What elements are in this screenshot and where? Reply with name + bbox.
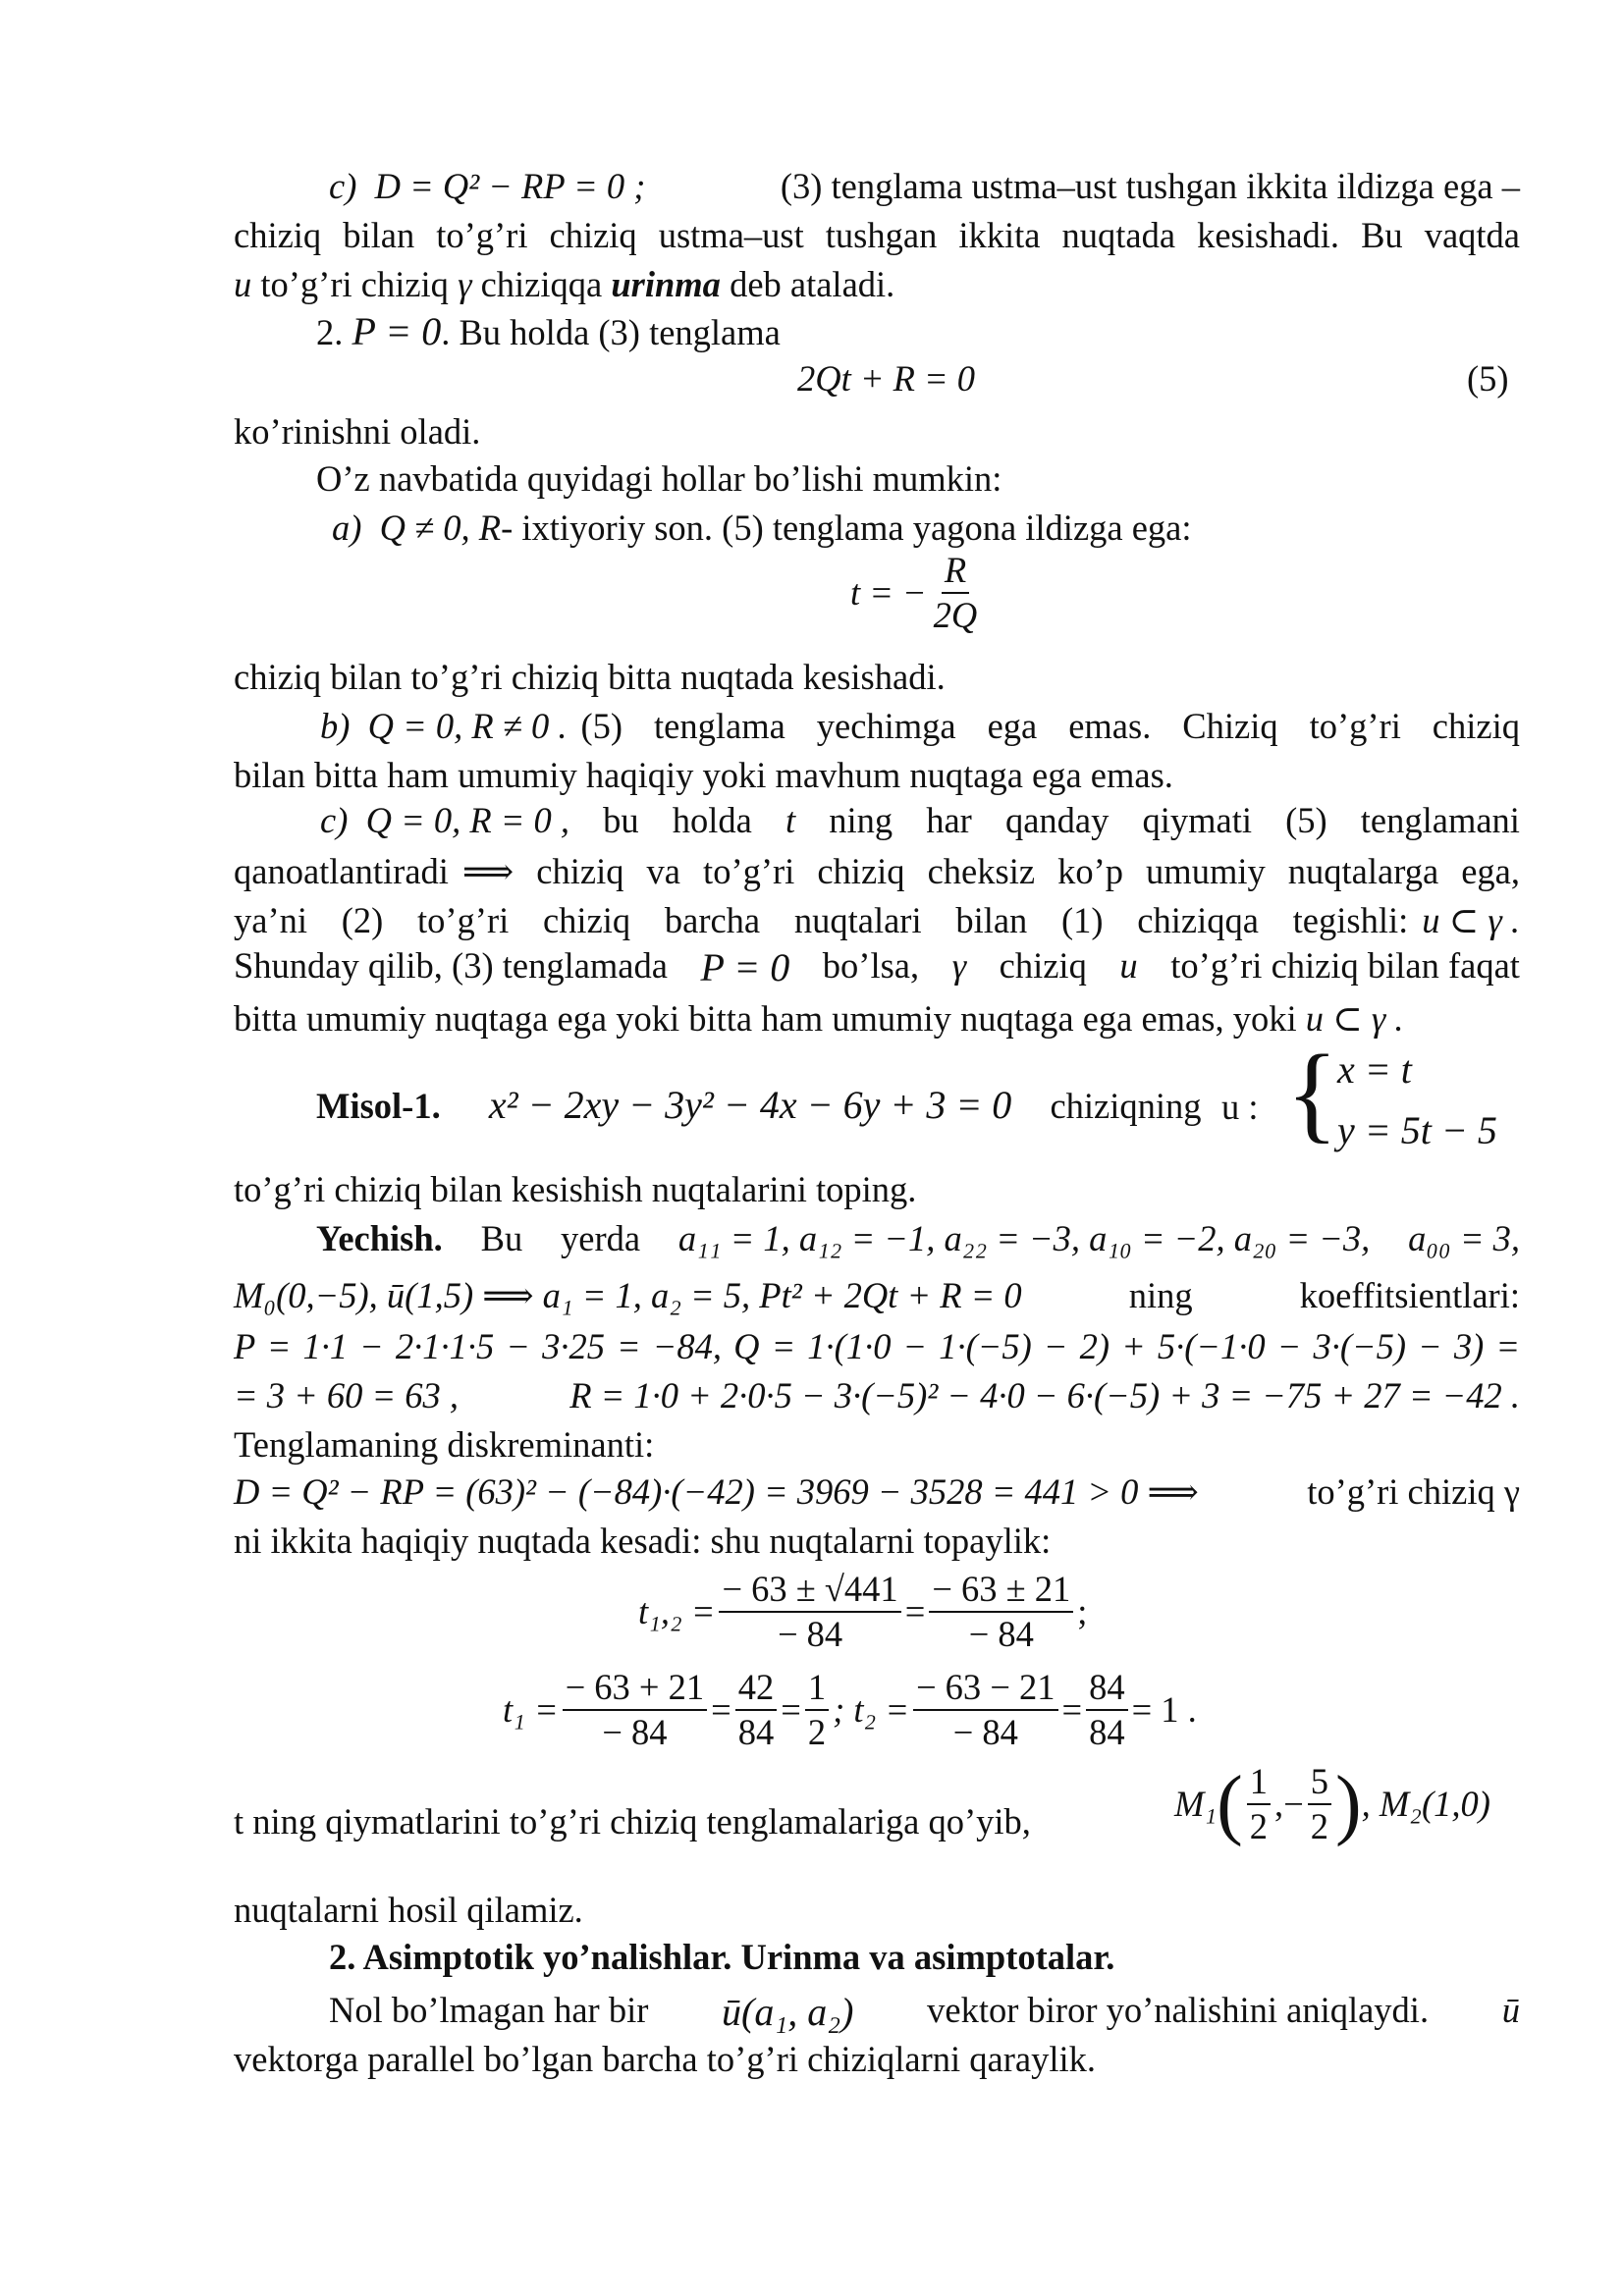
fraction bbox=[913, 1669, 1058, 1752]
case-c2-line5 bbox=[234, 998, 1404, 1039]
solution-line4 bbox=[234, 1375, 1520, 1415]
denominator: 2 bbox=[1310, 1806, 1328, 1847]
fraction bbox=[719, 1571, 900, 1654]
symbol-u: u bbox=[234, 264, 252, 304]
paragraph-text: to’g’ri chiziq γ bbox=[1307, 1471, 1520, 1512]
numerator: 1 bbox=[1247, 1763, 1271, 1805]
numerator: − 63 ± 21 bbox=[929, 1571, 1073, 1613]
formula: t = − bbox=[850, 572, 927, 614]
paragraph-text: bilan bitta ham umumiy haqiqiy yoki mavhum nuqtaga ega emas. bbox=[234, 755, 1173, 795]
case-c1-line1 bbox=[329, 166, 1520, 206]
paragraph-text: O’z navbatida quyidagi hollar bo’lishi mumkin: bbox=[316, 458, 1002, 499]
formula: Q ≠ 0, R bbox=[379, 507, 502, 548]
word: holda bbox=[672, 800, 752, 840]
word: bu bbox=[603, 800, 639, 840]
case-label: 2. bbox=[316, 312, 344, 352]
formula: u ⊂ γ . bbox=[1305, 998, 1404, 1039]
formula: u ⊂ γ . bbox=[1422, 900, 1520, 940]
case-b-line1 bbox=[320, 706, 1520, 746]
system-eq-1: x = t bbox=[1337, 1047, 1412, 1092]
paragraph-text: ko’rinishni oladi. bbox=[234, 411, 481, 452]
case-label: c) bbox=[320, 800, 349, 840]
symbol-t: t bbox=[785, 800, 796, 840]
paragraph-text: ni ikkita haqiqiy nuqtada kesadi: shu nuqtalarni topaylik: bbox=[234, 1521, 1052, 1561]
points-formula bbox=[1174, 1763, 1490, 1846]
formula: ; t₂ = bbox=[833, 1689, 909, 1731]
formula: t₁,₂ = bbox=[638, 1591, 716, 1632]
paragraph-text: Tenglamaning diskreminanti: bbox=[234, 1424, 655, 1465]
paragraph-text: vektor biror yo’nalishini aniqlaydi. bbox=[927, 1990, 1430, 2030]
numerator: 5 bbox=[1308, 1763, 1331, 1805]
paragraph-text: to’g’ri chiziq bbox=[260, 264, 449, 304]
numerator: 1 bbox=[805, 1669, 829, 1711]
denominator: 2 bbox=[807, 1712, 827, 1753]
case-label: b) bbox=[320, 706, 351, 746]
paragraph-text: deb ataladi. bbox=[730, 264, 895, 304]
fraction bbox=[1247, 1763, 1271, 1846]
word: koeffitsientlari: bbox=[1299, 1275, 1520, 1315]
solution-line1 bbox=[316, 1218, 1520, 1258]
point-label: , M₂(1,0) bbox=[1361, 1784, 1490, 1825]
symbol-gamma: γ bbox=[458, 264, 472, 304]
paragraph-text: chiziq bbox=[999, 945, 1087, 986]
case-c1-line2: chiziq bilan to’g’ri chiziq ustma–ust tushgan ikkita nuqtada kesishadi. Bu vaqtda bbox=[234, 215, 1520, 255]
t-fraction-formula bbox=[850, 552, 984, 635]
formula: D = Q² − RP = 0 ; bbox=[374, 166, 646, 206]
equals-sign: = bbox=[904, 1591, 926, 1632]
emphasis-term: urinma bbox=[611, 264, 721, 304]
right-paren: ) bbox=[1334, 1761, 1362, 1848]
paragraph-text: (5) tenglama yechimga ega emas. Chiziq to’g’ri chiziq bbox=[580, 706, 1520, 746]
solution-line2 bbox=[234, 1275, 1520, 1315]
point-label: M₁ bbox=[1174, 1784, 1218, 1825]
system-brace: { bbox=[1286, 1033, 1338, 1152]
equals-sign: = bbox=[1061, 1689, 1083, 1731]
numerator: R bbox=[942, 552, 969, 594]
fraction bbox=[1086, 1669, 1128, 1752]
case-c2-line4 bbox=[234, 945, 1520, 989]
paragraph-text: to’g’ri chiziq bilan faqat bbox=[1170, 945, 1520, 986]
case-2-line bbox=[316, 309, 781, 353]
formula: P = 0 bbox=[352, 309, 442, 353]
word: qiymati bbox=[1142, 800, 1252, 840]
symbol-u: u bbox=[1119, 945, 1138, 986]
word: har bbox=[926, 800, 972, 840]
case-label: a) bbox=[332, 507, 362, 548]
paragraph-text: to’g’ri chiziq bilan kesishish nuqtalarini toping. bbox=[234, 1169, 917, 1209]
case-c2-line1 bbox=[320, 800, 1520, 840]
case-label: c) bbox=[329, 166, 357, 206]
paragraph-text: . Bu holda (3) tenglama bbox=[441, 312, 781, 352]
numerator: − 63 − 21 bbox=[913, 1669, 1058, 1711]
formula: = 1 . bbox=[1131, 1689, 1197, 1731]
paragraph-text: chiziqning bbox=[1050, 1086, 1202, 1126]
numerator: 84 bbox=[1086, 1669, 1128, 1711]
solution-label: Yechish. bbox=[316, 1218, 443, 1258]
paragraph-text: ⟹ chiziq va to’g’ri chiziq cheksiz ko’p umumiy nuqtalarga ega, bbox=[461, 851, 1520, 891]
paragraph-text: (3) tenglama ustma–ust tushgan ikkita ildizga ega – bbox=[780, 166, 1520, 206]
symbol-gamma: γ bbox=[951, 945, 967, 986]
numerator: − 63 ± √441 bbox=[719, 1571, 900, 1613]
numerator: 42 bbox=[735, 1669, 778, 1711]
left-paren: ( bbox=[1217, 1761, 1243, 1848]
solution-line3: P = 1·1 − 2·1·1·5 − 3·25 = −84, Q = 1·(1·0 − 1·(−5) − 2) + 5·(−1·0 − 3·(−5) − 3) = bbox=[234, 1326, 1520, 1366]
denominator: − 84 bbox=[777, 1614, 843, 1655]
formula: = 3 + 60 = 63 , bbox=[234, 1375, 460, 1415]
paragraph-text: vektorga parallel bo’lgan barcha to’g’ri chiziqlarni qaraylik. bbox=[234, 2039, 1096, 2079]
equals-sign: = bbox=[781, 1689, 801, 1731]
case-c2-line3 bbox=[234, 900, 1520, 940]
separator: ,− bbox=[1274, 1784, 1304, 1825]
section-paragraph-line1 bbox=[329, 1990, 1520, 2034]
formula: 2Qt + R = 0 bbox=[797, 358, 976, 399]
word: (5) bbox=[1285, 800, 1327, 840]
denominator: − 84 bbox=[952, 1712, 1018, 1753]
case-a-line bbox=[332, 507, 1192, 548]
paragraph-text: Nol bo’lmagan har bir bbox=[329, 1990, 649, 2030]
formula: a₁₁ = 1, a₁₂ = −1, a₂₂ = −3, a₁₀ = −2, a₂₀ = −3, bbox=[677, 1218, 1371, 1258]
roots-formula bbox=[638, 1571, 1087, 1654]
formula: R = 1·0 + 2·0·5 − 3·(−5)² − 4·0 − 6·(−5) + 3 = −75 + 27 = −42 . bbox=[569, 1375, 1520, 1415]
formula: Q = 0, R ≠ 0 . bbox=[367, 706, 568, 746]
example-line bbox=[316, 1083, 1202, 1127]
formula: x² − 2xy − 3y² − 4x − 6y + 3 = 0 bbox=[488, 1083, 1012, 1127]
semicolon: ; bbox=[1077, 1591, 1088, 1632]
formula: ū bbox=[1501, 1990, 1520, 2030]
paragraph-text: ya’ni (2) to’g’ri chiziq barcha nuqtalari bilan (1) chiziqqa tegishli: bbox=[234, 900, 1409, 940]
formula: ū(a₁, a₂) bbox=[722, 1990, 854, 2034]
denominator: 84 bbox=[1089, 1712, 1125, 1753]
denominator: 2Q bbox=[933, 595, 978, 636]
formula: a₀₀ = 3, bbox=[1408, 1218, 1520, 1258]
numerator: − 63 + 21 bbox=[563, 1669, 708, 1711]
equation-5 bbox=[797, 358, 976, 399]
denominator: 2 bbox=[1249, 1806, 1268, 1847]
section-title: 2. Asimptotik yo’nalishlar. Urinma va asimptotalar. bbox=[329, 1937, 1115, 1977]
word: qanday bbox=[1004, 800, 1110, 840]
word: Bu bbox=[480, 1218, 523, 1258]
formula: Q = 0, R = 0 , bbox=[365, 800, 570, 840]
discriminant-line bbox=[234, 1471, 1520, 1512]
points-text: t ning qiymatlarini to’g’ri chiziq tenglamalariga qo’yib, bbox=[234, 1801, 1031, 1842]
formula: u : bbox=[1221, 1087, 1259, 1127]
formula: M₀(0,−5), ū(1,5) ⟹ a₁ = 1, a₂ = 5, Pt² + 2Qt + R = 0 bbox=[234, 1275, 1022, 1315]
fraction bbox=[1308, 1763, 1331, 1846]
denominator: 84 bbox=[737, 1712, 775, 1753]
roots-values bbox=[503, 1669, 1197, 1752]
paragraph-text: nuqtalarni hosil qilamiz. bbox=[234, 1890, 583, 1930]
formula: t₁ = bbox=[503, 1689, 559, 1731]
example-label: Misol-1. bbox=[316, 1086, 441, 1126]
formula: D = Q² − RP = (63)² − (−84)·(−42) = 3969 − 3528 = 441 > 0 ⟹ bbox=[234, 1471, 1199, 1512]
word: ning bbox=[829, 800, 893, 840]
system-eq-2: y = 5t − 5 bbox=[1337, 1108, 1497, 1152]
word: yerda bbox=[561, 1218, 641, 1258]
denominator: − 84 bbox=[602, 1712, 668, 1753]
equals-sign: = bbox=[711, 1689, 731, 1731]
fraction bbox=[735, 1669, 778, 1752]
word: tenglamani bbox=[1360, 800, 1520, 840]
paragraph-text: bitta umumiy nuqtaga ega yoki bitta ham umumiy nuqtaga ega emas, yoki bbox=[234, 998, 1297, 1039]
paragraph-text: - ixtiyoriy son. (5) tenglama yagona ildizga ega: bbox=[501, 507, 1192, 548]
paragraph-text: Shunday qilib, (3) tenglamada bbox=[234, 945, 668, 986]
paragraph-text: bo’lsa, bbox=[822, 945, 920, 986]
case-c1-line3 bbox=[234, 264, 895, 304]
denominator: − 84 bbox=[968, 1614, 1034, 1655]
paragraph-text: chiziqqa bbox=[480, 264, 603, 304]
paragraph-text: qanoatlantiradi bbox=[234, 851, 449, 891]
equation-number: (5) bbox=[1467, 358, 1509, 399]
fraction bbox=[929, 1571, 1073, 1654]
paragraph-text: chiziq bilan to’g’ri chiziq bitta nuqtada kesishadi. bbox=[234, 657, 946, 697]
case-c2-line2 bbox=[234, 851, 1520, 891]
fraction bbox=[563, 1669, 708, 1752]
fraction bbox=[805, 1669, 829, 1752]
formula: P = 0 bbox=[700, 945, 790, 989]
word: ning bbox=[1128, 1275, 1193, 1315]
fraction bbox=[931, 552, 981, 635]
